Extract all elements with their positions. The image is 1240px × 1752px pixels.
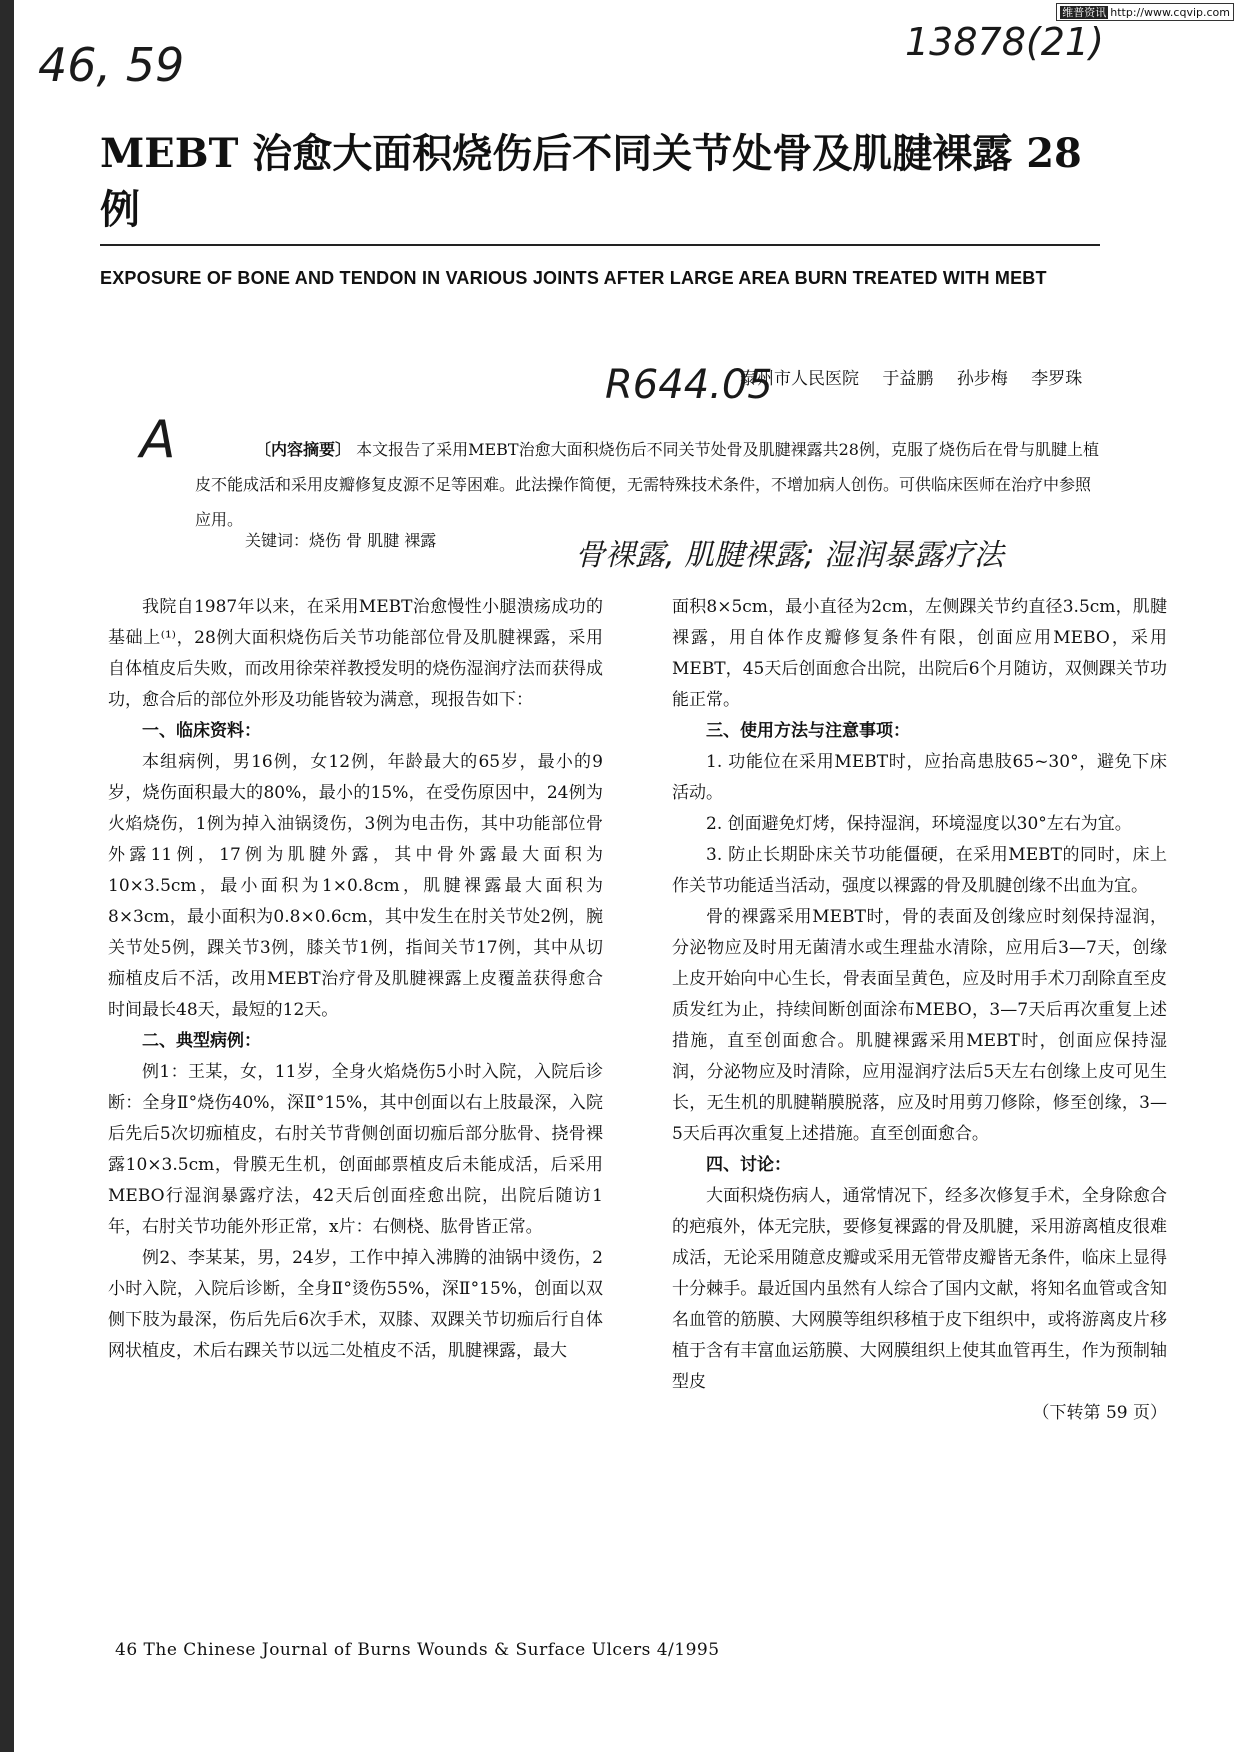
paragraph: 例1：王某，女，11岁，全身火焰烧伤5小时入院，入院后诊断：全身Ⅱ°烧伤40%，深Ⅱ°15%，其中创面以右上肢最深，入院后先后5次切痂植皮，右肘关节背侧创面切痂后部分肱骨、挠骨裸露10×3.5cm，骨膜无生机，创面邮票植皮后未能成活，后采用MEBO行湿润暴露疗法，42天后创面痊愈出院，出院后随访1年，右肘关节功能外形正常，x片：右侧桡、肱骨皆正常。 bbox=[108, 1062, 603, 1237]
handwritten-archive-number: 13878(21) bbox=[905, 20, 1104, 64]
paragraph: 骨的裸露采用MEBT时，骨的表面及创缘应时刻保持湿润，分泌物应及时用无菌清水或生理盐水清除，应用后3—7天，创缘上皮开始向中心生长，骨表面呈黄色，应及时用手术刀刮除直至皮质发红为止，持续间断创面涂布MEBO，3—7天后再次重复上述措施，直至创面愈合。肌腱裸露采用MEBT时，创面应保持湿润，分泌物应及时清除，应用湿润疗法后5天左右创缘上皮可见生长，无生机的肌腱鞘膜脱落，应及时用剪刀修除，修至创缘，3—5天后再次重复上述措施。直至创面愈合。 bbox=[672, 907, 1167, 1144]
handwritten-keywords-note: 骨裸露, 肌腱裸露; 湿润暴露疗法 bbox=[575, 538, 1004, 573]
author-line bbox=[740, 364, 1100, 389]
keywords: 关键词：烧伤 骨 肌腱 裸露 bbox=[245, 531, 437, 550]
section-heading: 二、典型病例： bbox=[142, 1031, 261, 1051]
source-stamp bbox=[1056, 3, 1234, 21]
article-title: MEBT 治愈大面积烧伤后不同关节处骨及肌腱裸露 28 例 bbox=[100, 130, 1082, 233]
author-3: 李罗珠 bbox=[1031, 369, 1083, 389]
abstract-label: 〔内容摘要〕 bbox=[255, 440, 352, 459]
paragraph: 1. 功能位在采用MEBT时，应抬高患肢65~30°，避免下床活动。 bbox=[672, 752, 1167, 803]
abstract-text: 本文报告了采用MEBT治愈大面积烧伤后不同关节处骨及肌腱裸露共28例，克服了烧伤后在骨与肌腱上植皮不能成活和采用皮瓣修复皮源不足等困难。此法操作简便，无需特殊技术条件，不增加病人创伤。可供临床医师在治疗中参照应用。 bbox=[195, 440, 1099, 529]
paragraph: 面积8×5cm，最小直径为2cm，左侧踝关节约直径3.5cm，肌腱裸露，用自体作皮瓣修复条件有限，创面应用MEBO，采用MEBT，45天后创面愈合出院，出院后6个月随访，双侧踝关节功能正常。 bbox=[672, 597, 1167, 710]
body-right-column bbox=[672, 592, 1167, 1429]
continuation-note: （下转第 59 页） bbox=[1032, 1403, 1167, 1423]
title-rule bbox=[100, 244, 1100, 246]
abstract bbox=[195, 432, 1100, 537]
page-footer: 46 The Chinese Journal of Burns Wounds & Surface Ulcers 4/1995 bbox=[115, 1640, 720, 1660]
section-heading: 一、临床资料： bbox=[142, 721, 261, 741]
handwritten-page-ref: 46, 59 bbox=[38, 38, 185, 92]
paragraph: 2. 创面避免灯烤，保持湿润，环境湿度以30°左右为宜。 bbox=[706, 814, 1132, 834]
paragraph: 3. 防止长期卧床关节功能僵硬，在采用MEBT的同时，床上作关节功能适当活动，强度以裸露的骨及肌腱创缘不出血为宜。 bbox=[672, 845, 1167, 896]
handwritten-mark-a: A bbox=[140, 410, 176, 470]
body-left-column bbox=[108, 592, 603, 1367]
section-heading: 四、讨论： bbox=[706, 1155, 791, 1175]
stamp-url: http://www.cqvip.com bbox=[1110, 6, 1230, 19]
paragraph: 我院自1987年以来，在采用MEBT治愈慢性小腿溃疡成功的基础上⁽¹⁾，28例大面积烧伤后关节功能部位骨及肌腱裸露，采用自体植皮后失败，而改用徐荣祥教授发明的烧伤湿润疗法而获得成功，愈合后的部位外形及功能皆较为满意，现报告如下： bbox=[108, 597, 603, 710]
section-heading: 三、使用方法与注意事项： bbox=[706, 721, 910, 741]
paragraph: 本组病例，男16例，女12例，年龄最大的65岁，最小的9岁，烧伤面积最大的80%，最小的15%，在受伤原因中，24例为火焰烧伤，1例为掉入油锅烫伤，3例为电击伤，其中功能部位骨外露11例，17例为肌腱外露，其中骨外露最大面积为10×3.5cm，最小面积为1×0.8cm，肌腱裸露最大面积为8×3cm，最小面积为0.8×0.6cm，其中发生在肘关节处2例，腕关节处5例，踝关节3例，膝关节1例，指间关节17例，其中从切痂植皮后不活，改用MEBT治疗骨及肌腱裸露上皮覆盖获得愈合时间最长48天，最短的12天。 bbox=[108, 752, 603, 1020]
english-title: EXPOSURE OF BONE AND TENDON IN VARIOUS JOINTS AFTER LARGE AREA BURN TREATED WITH MEBT bbox=[100, 268, 1047, 288]
affiliation: 泰州市人民医院 bbox=[740, 369, 859, 389]
author-2: 孙步梅 bbox=[956, 369, 1008, 389]
scan-left-edge bbox=[0, 0, 14, 1752]
stamp-tag: 维普资讯 bbox=[1062, 6, 1107, 19]
handwritten-class-code: R644.05 bbox=[605, 362, 773, 408]
paragraph: 大面积烧伤病人，通常情况下，经多次修复手术，全身除愈合的疤痕外，体无完肤，要修复裸露的骨及肌腱，采用游离植皮很难成活，无论采用随意皮瓣或采用无管带皮瓣皆无条件，临床上显得十分棘手。最近国内虽然有人综合了国内文献，将知名血管或含知名血管的筋膜、大网膜等组织移植于皮下组织中，或将游离皮片移植于含有丰富血运筋膜、大网膜组织上使其血管再生，作为预制轴型皮 bbox=[672, 1186, 1167, 1392]
author-1: 于益鹏 bbox=[882, 369, 934, 389]
paragraph: 例2、李某某，男，24岁，工作中掉入沸腾的油锅中烫伤，2小时入院，入院后诊断，全身Ⅱ°烫伤55%，深Ⅱ°15%，创面以双侧下肢为最深，伤后先后6次手术，双膝、双踝关节切痂后行自体网状植皮，术后右踝关节以远二处植皮不活，肌腱裸露，最大 bbox=[108, 1248, 603, 1361]
